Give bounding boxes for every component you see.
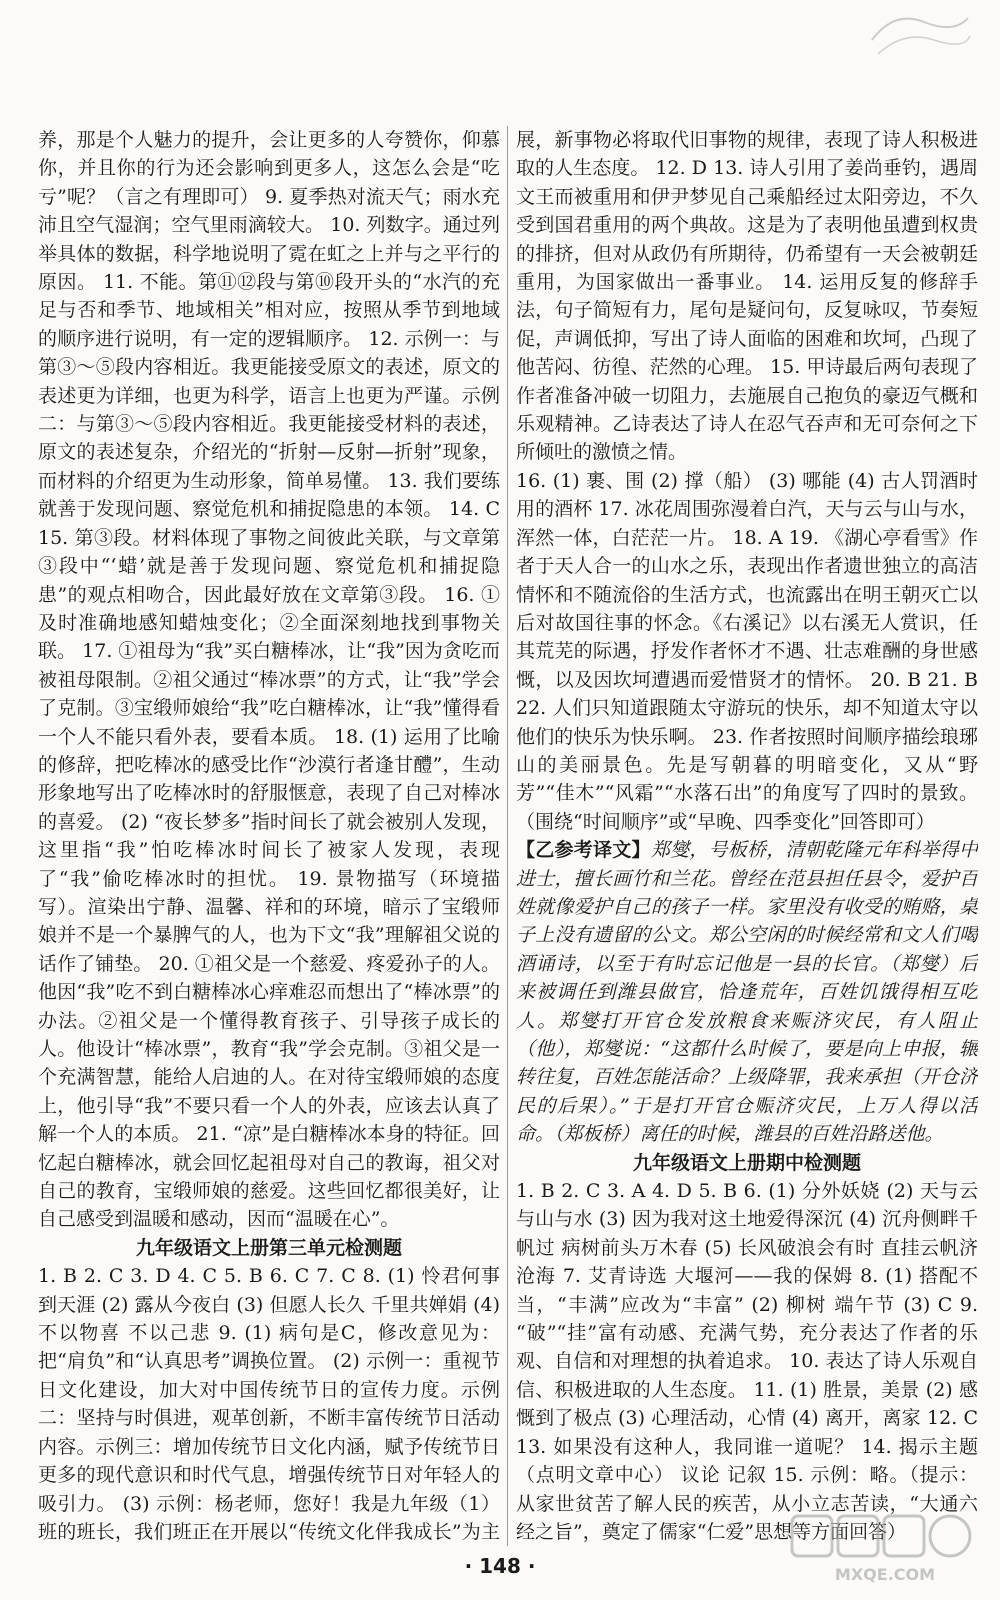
translation-block [516,836,978,1148]
left-column [38,126,500,1546]
answer-text-block: 1. B 2. C 3. A 4. D 5. B 6. (1) 分外妖娆 (2) 天与云与山与水 (3) 因为我对这土地爱得深沉 (4) 沉舟侧畔千帆过 病树前头万木春 (5) 长风破浪会有时 直挂云帆济沧海 7. 艾青诗选 大堰河——我的保姆 8. (1) 搭配不当，“丰满”应改为“丰富” (2) 柳树 端午节 (3) C 9. “破”“挂”富有动感、充满气势，充分表达了作者的乐观、自信和对理想的执着追求。 10. 表达了诗人乐观自信、积极进取的人生态度。 11. (1) 胜景，美景 (2) 感慨到了极点 (3) 心理活动，心情 (4) 离开，离家 12. C 13. 如果没有这种人，我同谁一道呢？ 14. 揭示主题（点明文章中心） 议论 记叙 15. 示例：略。（提示：从家世贫苦了解人民的疾苦，从小立志苦读，“大通六经之旨”，奠定了儒家“仁爱”思想等方面回答） [516,1180,978,1543]
answer-text-block: 养，那是个人魅力的提升，会让更多的人夸赞你，仰慕你，并且你的行为还会影响到更多人，这怎么会是“吃亏”呢？（言之有理即可） 9. 夏季热对流天气；雨水充沛且空气湿润；空气里雨滴较大。 10. 列数字。通过列举具体的数据，科学地说明了霓在虹之上并与之平行的原因。 11. 不能。第⑪⑫段与第⑩段开头的“水汽的充足与否和季节、地域相关”相对应，按照从季节到地域的顺序进行说明，有一定的逻辑顺序。 12. 示例一：与第③～⑤段内容相近。我更能接受原文的表述，原文的表述更为详细，也更为科学，语言上也更为严谨。示例二：与第③～⑤段内容相近。我更能接受材料的表述，原文的表述复杂，介绍光的“折射—反射—折射”现象，而材料的介绍更为生动形象，简单易懂。 13. 我们要练就善于发现问题、察觉危机和捕捉隐患的本领。 14. C 15. 第③段。材料体现了事物之间彼此关联，与文章第③段中“‘蜡’就是善于发现问题、察觉危机和捕捉隐患”的观点相吻合，因此最好放在文章第③段。 16. ①及时准确地感知蜡烛变化；②全面深刻地找到事物关联。 17. ①祖母为“我”买白糖棒冰，让“我”因为贪吃而被祖母限制。②祖父通过“棒冰票”的方式，让“我”学会了克制。③宝缎师娘给“我”吃白糖棒冰，让“我”懂得看一个人不能只看外表，要看本质。 18. (1) 运用了比喻的修辞，把吃棒冰的感受比作“沙漠行者逢甘醴”，生动形象地写出了吃棒冰时的舒服惬意，表现了自己对棒冰的喜爱。 (2) “夜长梦多”指时间长了就会被别人发现，这里指“我”怕吃棒冰时间长了被家人发现，表现了“我”偷吃棒冰时的担忧。 19. 景物描写（环境描写）。渲染出宁静、温馨、祥和的环境，暗示了宝缎师娘并不是一个暴脾气的人，也为下文“我”理解祖父说的话作了铺垫。 20. ①祖父是一个慈爱、疼爱孙子的人。他因“我”吃不到白糖棒冰心痒难忍而想出了“棒冰票”的办法。②祖父是一个懂得教育孩子、引导孩子成长的人。他设计“棒冰票”，教育“我”学会克制。③祖父是一个充满智慧，能给人启迪的人。在对待宝缎师娘的态度上，他引导“我”不要只看一个人的外表，应该去认真了解一个人的本质。 21. “凉”是白糖棒冰本身的特征。回忆起白糖棒冰，就会回忆起祖母对自己的教诲，祖父对自己的教育，宝缎师娘的慈爱。这些回忆都很美好，让自己感受到温暖和感动，因而“温暖在心”。 [38,129,500,1231]
watermark-logo-icon [790,1512,980,1586]
corner-stamp-icon [864,0,974,70]
page-body [38,126,978,1543]
page-number: · 148 · [464,1554,536,1578]
section-heading-unit3: 九年级语文上册第三单元检测题 [135,1236,402,1259]
section-heading-midterm: 九年级语文上册期中检测题 [632,1151,861,1174]
translation-tag: 【乙参考译文】 [516,839,651,862]
answer-text-block: 展，新事物必将取代旧事物的规律，表现了诗人积极进取的人生态度。 12. D 13. 诗人引用了姜尚垂钓，遇周文王而被重用和伊尹梦见自己乘船经过太阳旁边，不久受到国君重用的两个典故。这是为了表明他虽遭到权贵的排挤，但对从政仍有所期待，仍希望有一天会被朝廷重用，为国家做出一番事业。 14. 运用反复的修辞手法，句子简短有力，尾句是疑问句，反复咏叹，节奏短促，声调低抑，写出了诗人面临的困难和坎坷，凸现了他苦闷、彷徨、茫然的心理。 15. 甲诗最后两句表现了作者准备冲破一切阻力，去施展自己抱负的豪迈气概和乐观精神。乙诗表达了诗人在忍气吞声和无可奈何之下所倾吐的激愤之情。 [516,129,978,464]
svg-text:MXQE.COM: MXQE.COM [834,1565,936,1584]
translation-text: 郑燮，号板桥，清朝乾隆元年科举得中进士，擅长画竹和兰花。曾经在范县担任县令，爱护百姓就像爱护自己的孩子一样。家里没有收受的贿赂，桌子上没有遗留的公文。郑公空闲的时候经常和文人们喝酒诵诗，以至于有时忘记他是一县的长官。（郑燮）后来被调任到潍县做官，恰逢荒年，百姓饥饿得相互吃人。郑燮打开官仓发放粮食来赈济灾民，有人阻止（他），郑燮说：“这都什么时候了，要是向上申报，辗转往复，百姓怎能活命？上级降罪，我来承担（开仓济民的后果）。”于是打开官仓赈济灾民，上万人得以活命。（郑板桥）离任的时候，潍县的百姓沿路送他。 [516,839,978,1146]
column-divider [507,126,508,1546]
answer-text-block: 1. B 2. C 3. D 4. C 5. B 6. C 7. C 8. (1) 怜君何事到天涯 (2) 露从今夜白 (3) 但愿人长久 千里共婵娟 (4) 不以物喜 不以己悲 9. (1) 病句是C，修改意见为：把“肩负”和“认真思考”调换位置。 (2) 示例一：重视节日文化建设，加大对中国传统节日的宣传力度。示例二：坚持与时俱进，观革创新，不断丰富传统节日活动内容。示例三：增加传统节日文化内涵，赋予传统节日更多的现代意识和时代气息，增强传统节日对年轻人的吸引力。 (3) 示例：杨老师，您好！我是九年级（1）班的班长，我们班正在开展以“传统文化伴我成长”为主 [38,1265,500,1543]
right-column [516,126,978,1546]
answer-text-block: 16. (1) 裹、围 (2) 撑（船） (3) 哪能 (4) 古人罚酒时用的酒杯 17. 冰花周围弥漫着白汽，天与云与山与水，浑然一体，白茫茫一片。 18. A 19. 《湖心亭看雪》作者于天人合一的山水之乐，表现出作者遗世独立的高洁情怀和不随流俗的生活方式，也流露出在明王朝灭亡以后对故国往事的怀念。《右溪记》以右溪无人赏识，任其荒芜的际遇，抒发作者怀才不遇、壮志难酬的身世感慨，以及因坎坷遭遇而爱惜贤才的情怀。 20. B 21. B 22. 人们只知道跟随太守游玩的快乐，却不知道太守以他们的快乐为快乐啊。 23. 作者按照时间顺序描绘琅琊山的美丽景色。先是写朝暮的明暗变化，又从“野芳”“佳木”“风霜”“水落石出”的角度写了四时的景致。（围绕“时间顺序”或“早晚、四季变化”回答即可） [516,469,978,833]
